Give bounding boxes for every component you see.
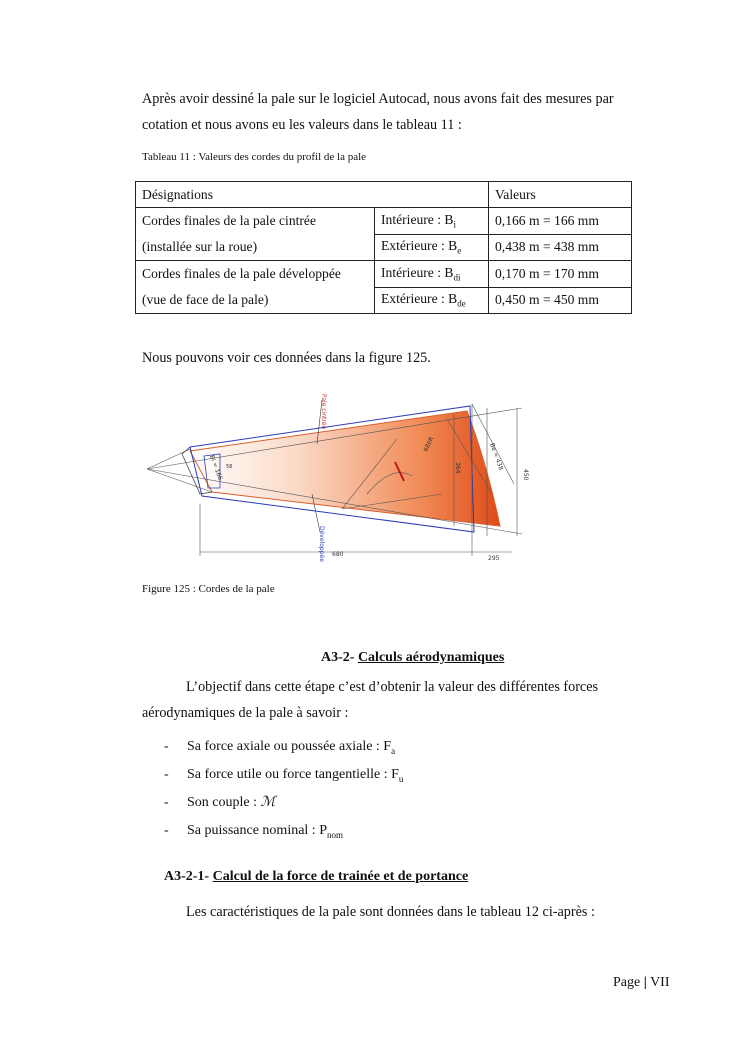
cordes-table — [135, 181, 632, 314]
blade-chords-figure — [142, 384, 532, 562]
list-item: - Sa puissance nominal : $P_{nom}$ — [164, 823, 344, 840]
dim-bottom-right: 295 — [488, 555, 500, 562]
header-designations: Désignations — [136, 182, 489, 208]
section-heading — [321, 650, 504, 666]
subsection-number: A3-2-1- — [164, 869, 210, 884]
label-developpee: Développée — [318, 526, 325, 562]
group1-row1-value: 0,166 m = 166 mm — [489, 208, 632, 235]
footer-label: Page — [613, 975, 641, 990]
table-row — [136, 208, 632, 235]
group1-row1-sub: Intérieure : $B_i$ — [375, 208, 489, 235]
group2-row1-value: 0,170 m = 170 mm — [489, 261, 632, 288]
list-item: - Sa force utile ou force tangentielle : $F_u$ — [164, 767, 404, 784]
figure-intro: Nous pouvons voir ces données dans la figure 125. — [142, 350, 431, 366]
objective-paragraph: L’objectif dans cette étape c’est d’obtenir la valeur des différentes forces aérodynamiques de la pale à savoir : — [142, 679, 599, 721]
label-bi: Bi = 166 — [208, 454, 224, 482]
list-item: - Son couple : ℳ — [164, 795, 276, 810]
intro-paragraph: Après avoir dessiné la pale sur le logiciel Autocad, nous avons fait des mesures par cotation et nous avons eu les valeurs dans le tableau 11 : — [142, 91, 614, 133]
label-be: Be = 438 — [488, 442, 505, 472]
group2-label-line1: Cordes finales de la pale développée — [142, 266, 341, 281]
group2-label — [136, 261, 375, 314]
header-values: Valeurs — [489, 182, 632, 208]
group2-row1-sub: Intérieure : $B_{di}$ — [375, 261, 489, 288]
forces-list — [142, 736, 403, 848]
list-item: - Sa force axiale ou poussée axiale : $F_a$ — [164, 739, 396, 756]
dim-diag: 680R — [422, 435, 436, 453]
table-header-row — [136, 182, 632, 208]
group2-row2-value: 0,450 m = 450 mm — [489, 287, 632, 314]
subsection-title: Calcul de la force de trainée et de portance — [212, 869, 469, 884]
group1-label-line1: Cordes finales de la pale cintrée — [142, 213, 316, 228]
subsection-heading — [164, 869, 468, 885]
couple-symbol: ℳ — [260, 795, 276, 810]
figure-caption: Figure 125 : Cordes de la pale — [142, 583, 275, 595]
dim-small: 58 — [226, 464, 233, 470]
table-row — [136, 261, 632, 288]
group1-label-line2: (installée sur la roue) — [142, 239, 258, 254]
group2-row2-sub: Extérieure : $B_{de}$ — [375, 287, 489, 314]
dim-bottom: 680 — [332, 551, 344, 558]
footer-separator: | — [643, 975, 647, 990]
dim-right: 450 — [522, 469, 529, 481]
section-title: Calculs aérodynamiques — [357, 650, 505, 665]
table-caption: Tableau 11 : Valeurs des cordes du profil de la pale — [142, 151, 367, 163]
group2-label-line2: (vue de face de la pale) — [142, 292, 269, 307]
characteristics-paragraph: Les caractéristiques de la pale sont données dans le tableau 12 ci-après : — [186, 904, 595, 920]
group1-row2-sub: Extérieure : $B_e$ — [375, 234, 489, 261]
group1-row2-value: 0,438 m = 438 mm — [489, 234, 632, 261]
dim-inner: 364 — [454, 462, 461, 474]
page-footer — [613, 975, 670, 991]
section-number: A3-2- — [321, 650, 355, 665]
label-pale-cintree: Pale cintrée — [320, 394, 327, 430]
group1-label — [136, 208, 375, 261]
page-number: VII — [650, 975, 670, 990]
